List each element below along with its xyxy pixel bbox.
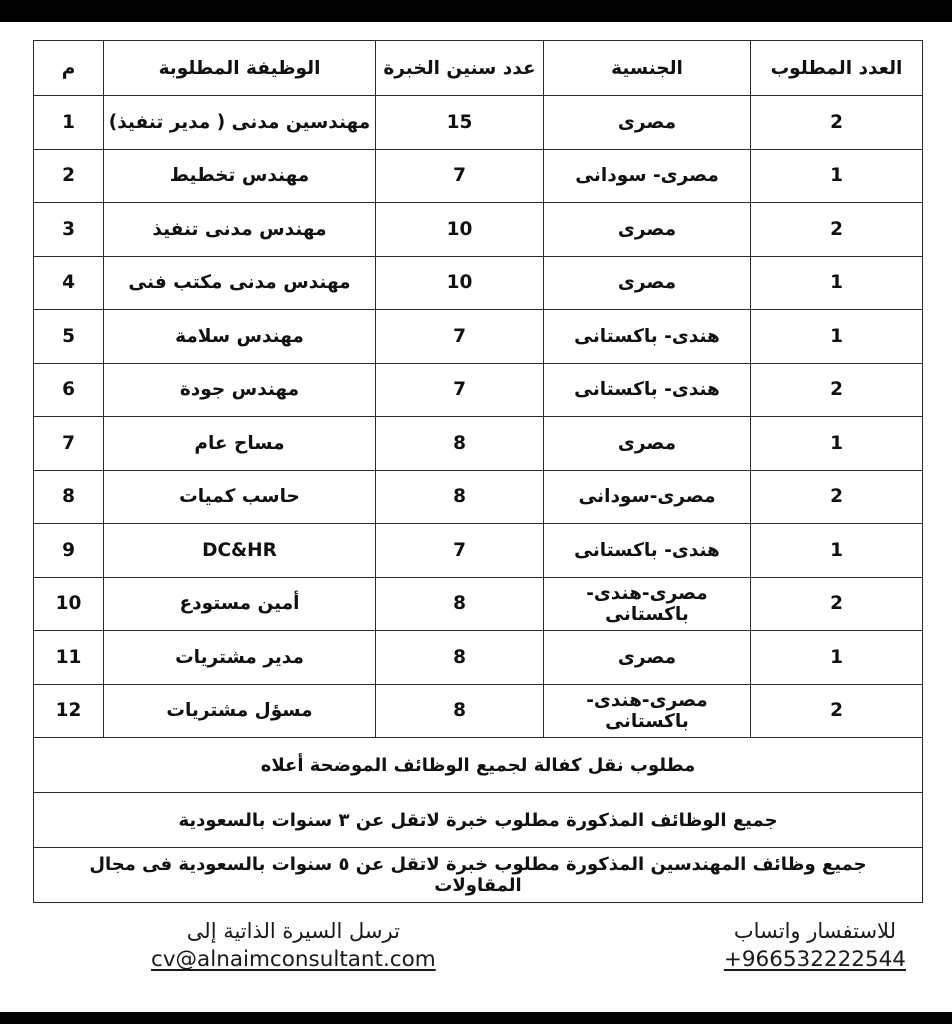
email-label: ترسل السيرة الذاتية إلى bbox=[186, 919, 400, 943]
cell-nationality: مصرى-سودانى bbox=[544, 470, 751, 524]
table-row bbox=[34, 363, 923, 417]
cell-index: 3 bbox=[34, 203, 104, 257]
cell-job: مهندسين مدنى ( مدير تنفيذ) bbox=[104, 96, 376, 150]
top-letterbox-band bbox=[0, 0, 952, 22]
cell-job: مهندس تخطيط bbox=[104, 149, 376, 203]
cell-count: 1 bbox=[751, 149, 923, 203]
cell-job: مسؤل مشتريات bbox=[104, 684, 376, 738]
bottom-letterbox-band bbox=[0, 1012, 952, 1024]
cell-count: 2 bbox=[751, 363, 923, 417]
cell-index: 5 bbox=[34, 310, 104, 364]
cell-nationality: مصرى bbox=[544, 631, 751, 685]
cell-nationality: مصرى bbox=[544, 417, 751, 471]
cell-nationality: مصرى bbox=[544, 96, 751, 150]
cell-nationality: مصرى-هندى- باكستانى bbox=[544, 577, 751, 631]
cell-experience: 8 bbox=[376, 684, 544, 738]
cell-count: 2 bbox=[751, 577, 923, 631]
email-address[interactable]: cv@alnaimconsultant.com bbox=[151, 947, 436, 973]
cell-index: 10 bbox=[34, 577, 104, 631]
whatsapp-number[interactable]: +966532222544 bbox=[723, 947, 906, 973]
cell-index: 6 bbox=[34, 363, 104, 417]
header-job: الوظيفة المطلوبة bbox=[104, 41, 376, 96]
table-body bbox=[34, 96, 923, 903]
cell-experience: 8 bbox=[376, 470, 544, 524]
cell-nationality: مصرى-هندى- باكستانى bbox=[544, 684, 751, 738]
cell-job: مهندس جودة bbox=[104, 363, 376, 417]
cell-experience: 15 bbox=[376, 96, 544, 150]
cell-index: 4 bbox=[34, 256, 104, 310]
cell-job: DC&HR bbox=[104, 524, 376, 578]
table-row bbox=[34, 631, 923, 685]
table-row bbox=[34, 256, 923, 310]
header-nationality: الجنسية bbox=[544, 41, 751, 96]
cell-count: 1 bbox=[751, 256, 923, 310]
table-header bbox=[34, 41, 923, 96]
whatsapp-label: للاستفسار واتساب bbox=[733, 919, 896, 943]
header-row bbox=[34, 41, 923, 96]
table-row bbox=[34, 417, 923, 471]
table-row bbox=[34, 577, 923, 631]
cell-experience: 7 bbox=[376, 310, 544, 364]
table-row bbox=[34, 203, 923, 257]
job-vacancies-table bbox=[33, 40, 923, 903]
cell-count: 2 bbox=[751, 684, 923, 738]
table-row bbox=[34, 96, 923, 150]
table-row bbox=[34, 684, 923, 738]
cell-job: مدير مشتريات bbox=[104, 631, 376, 685]
cell-nationality: هندى- باكستانى bbox=[544, 363, 751, 417]
note-min-experience-all: جميع الوظائف المذكورة مطلوب خبرة لاتقل عن ٣ سنوات بالسعودية bbox=[34, 793, 923, 848]
cell-job: مهندس مدنى تنفيذ bbox=[104, 203, 376, 257]
table-row bbox=[34, 149, 923, 203]
cell-index: 2 bbox=[34, 149, 104, 203]
cell-index: 12 bbox=[34, 684, 104, 738]
table-note-row bbox=[34, 793, 923, 848]
cell-job: مهندس مدنى مكتب فنى bbox=[104, 256, 376, 310]
cell-job: حاسب كميات bbox=[104, 470, 376, 524]
cell-experience: 8 bbox=[376, 417, 544, 471]
cell-experience: 7 bbox=[376, 363, 544, 417]
cell-nationality: هندى- باكستانى bbox=[544, 524, 751, 578]
cell-nationality: مصرى bbox=[544, 256, 751, 310]
cell-count: 1 bbox=[751, 417, 923, 471]
cell-count: 1 bbox=[751, 631, 923, 685]
cell-count: 2 bbox=[751, 470, 923, 524]
table-note-row bbox=[34, 738, 923, 793]
cell-experience: 7 bbox=[376, 524, 544, 578]
header-index: م bbox=[34, 41, 104, 96]
header-experience: عدد سنين الخبرة bbox=[376, 41, 544, 96]
cell-nationality: مصرى- سودانى bbox=[544, 149, 751, 203]
cell-count: 2 bbox=[751, 96, 923, 150]
header-count: العدد المطلوب bbox=[751, 41, 923, 96]
cell-nationality: هندى- باكستانى bbox=[544, 310, 751, 364]
document-sheet bbox=[0, 22, 952, 1012]
cell-nationality: مصرى bbox=[544, 203, 751, 257]
table-row bbox=[34, 470, 923, 524]
cell-experience: 7 bbox=[376, 149, 544, 203]
whatsapp-contact bbox=[724, 917, 922, 975]
cell-index: 8 bbox=[34, 470, 104, 524]
contact-section bbox=[33, 917, 922, 975]
cell-index: 1 bbox=[34, 96, 104, 150]
cell-job: أمين مستودع bbox=[104, 577, 376, 631]
cell-experience: 10 bbox=[376, 256, 544, 310]
cell-index: 7 bbox=[34, 417, 104, 471]
note-sponsorship-transfer: مطلوب نقل كفالة لجميع الوظائف الموضحة أعلاه bbox=[34, 738, 923, 793]
table-row bbox=[34, 310, 923, 364]
cell-job: مهندس سلامة bbox=[104, 310, 376, 364]
cell-index: 11 bbox=[34, 631, 104, 685]
cell-experience: 8 bbox=[376, 577, 544, 631]
cell-count: 2 bbox=[751, 203, 923, 257]
cell-count: 1 bbox=[751, 310, 923, 364]
cell-experience: 8 bbox=[376, 631, 544, 685]
cell-job: مساح عام bbox=[104, 417, 376, 471]
cell-index: 9 bbox=[34, 524, 104, 578]
email-contact bbox=[33, 917, 436, 975]
table-note-row bbox=[34, 848, 923, 903]
cell-experience: 10 bbox=[376, 203, 544, 257]
note-min-experience-engineers: جميع وظائف المهندسين المذكورة مطلوب خبرة لاتقل عن ٥ سنوات بالسعودية فى مجال المقاولات bbox=[34, 848, 923, 903]
table-row bbox=[34, 524, 923, 578]
cell-count: 1 bbox=[751, 524, 923, 578]
